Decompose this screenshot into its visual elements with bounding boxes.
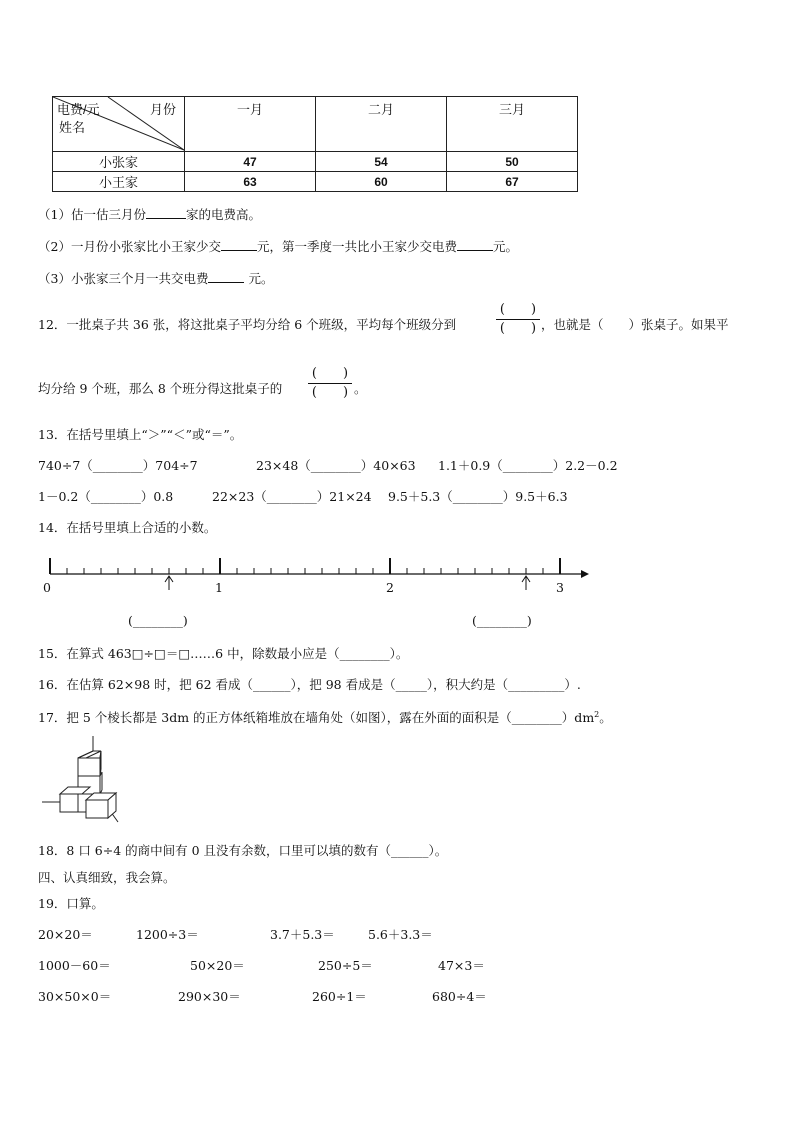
fraction-blank[interactable] (496, 302, 540, 337)
table-row-name: 小王家 (53, 172, 185, 192)
q11-part1-text-end: 家的电费高。 (185, 207, 261, 222)
q13-item: 22×23（________）21×24 (212, 489, 372, 504)
corner-name-label: 姓名 (59, 120, 86, 135)
table-header-month: 一月 (185, 97, 316, 152)
calc-item: 47×3＝ (438, 958, 485, 973)
calc-item: 680÷4＝ (432, 989, 487, 1004)
table-cell: 47 (185, 152, 316, 172)
q12-line2-start: 均分给 9 个班，那么 8 个班分得这批桌子的 (38, 381, 283, 396)
number-line-label: 3 (556, 580, 564, 595)
answer-blank[interactable] (208, 271, 244, 283)
q17-text: 17．把 5 个棱长都是 3dm 的正方体纸箱堆放在墙角处（如图），露在外面的面积是（________）dm (38, 710, 595, 726)
q11-part2-text: （2）一月份小张家比小王家少交 (38, 239, 221, 254)
q11-part2 (38, 239, 518, 255)
q11-part1-text: （1）估一估三月份 (38, 207, 146, 222)
table-header-month: 三月 (447, 97, 578, 152)
q12-line1-end: ，也就是（ ）张桌子。如果平 (541, 317, 729, 332)
answer-blank-2[interactable]: (________) (472, 613, 532, 628)
calc-item: 5.6＋3.3＝ (368, 927, 433, 942)
section-title: 四、认真细致，我会算。 (38, 870, 176, 885)
q12-line2-end: 。 (354, 381, 367, 396)
q11-part3-text: （3）小张家三个月一共交电费 (38, 271, 209, 286)
calc-item: 1200÷3＝ (136, 927, 199, 942)
q15: 15．在算式 463□÷□＝□……6 中，除数最小应是（________）。 (38, 646, 409, 661)
q13-item: 1.1＋0.9（________）2.2－0.2 (438, 458, 618, 473)
calc-item: 290×30＝ (178, 989, 241, 1004)
calc-item: 30×50×0＝ (38, 989, 112, 1004)
answer-blank-1[interactable]: (________) (128, 613, 188, 628)
q11-part2-text-end: 元。 (492, 239, 518, 254)
table-cell: 50 (447, 152, 578, 172)
q13-item: 9.5＋5.3（________）9.5＋6.3 (388, 489, 568, 504)
fraction-bar (496, 319, 540, 320)
q11-part1 (38, 207, 261, 223)
q19-title: 19．口算。 (38, 896, 104, 911)
fraction-denominator[interactable]: ( ) (499, 321, 537, 336)
fraction-denominator[interactable]: ( ) (311, 385, 349, 400)
calc-item: 50×20＝ (190, 958, 245, 973)
number-line-label: 2 (386, 580, 394, 595)
q13-item: 740÷7（________）704÷7 (38, 458, 198, 473)
q14-title: 14．在括号里填上合适的小数。 (38, 520, 217, 535)
calc-item: 260÷1＝ (312, 989, 367, 1004)
electricity-fee-table (52, 96, 578, 192)
q13-item: 1－0.2（________）0.8 (38, 489, 174, 504)
number-line (36, 552, 596, 598)
number-line-label: 1 (215, 580, 223, 595)
answer-blank[interactable] (221, 239, 257, 251)
table-row (53, 152, 578, 172)
table-header-month: 二月 (316, 97, 447, 152)
table-row (53, 172, 578, 192)
corner-fee-label: 电费/元 (57, 102, 100, 117)
q17-text-end: 。 (599, 710, 612, 726)
table-cell: 63 (185, 172, 316, 192)
answer-blank[interactable] (457, 239, 493, 251)
table-cell: 67 (447, 172, 578, 192)
q11-part3-text-end: 元。 (244, 271, 274, 286)
q11-part2-text-mid: 元，第一季度一共比小王家少交电费 (256, 239, 457, 254)
fraction-bar (308, 383, 352, 384)
q17 (38, 707, 612, 726)
number-line-arrow (581, 570, 589, 578)
q13-item: 23×48（________）40×63 (256, 458, 416, 473)
table-cell: 54 (316, 152, 447, 172)
fraction-numerator[interactable]: ( ) (499, 302, 537, 317)
fraction-numerator[interactable]: ( ) (311, 366, 349, 381)
corner-month-label: 月份 (149, 102, 176, 117)
q17-superscript: 2 (594, 710, 600, 719)
q16: 16．在估算 62×98 时，把 62 看成（______），把 98 看成是（_____），积大约是（_________）. (38, 677, 581, 692)
calc-item: 1000－60＝ (38, 958, 111, 973)
calc-item: 20×20＝ (38, 927, 93, 942)
q12-line1-start: 12．一批桌子共 36 张，将这批桌子平均分给 6 个班级，平均每个班级分到 (38, 317, 457, 332)
calc-item: 250÷5＝ (318, 958, 373, 973)
calc-item: 3.7＋5.3＝ (270, 927, 335, 942)
q13-title: 13．在括号里填上“＞”“＜”或“＝”。 (38, 427, 243, 442)
q11-part3 (38, 271, 273, 287)
table-row-name: 小张家 (53, 152, 185, 172)
table-cell: 60 (316, 172, 447, 192)
q18: 18．8 口 6÷4 的商中间有 0 且没有余数，口里可以填的数有（______）。 (38, 843, 448, 858)
fraction-blank[interactable] (308, 366, 352, 401)
number-line-label: 0 (43, 580, 51, 595)
table-corner-cell (53, 97, 185, 152)
cube-stack-figure (42, 736, 122, 828)
answer-blank[interactable] (146, 207, 186, 219)
